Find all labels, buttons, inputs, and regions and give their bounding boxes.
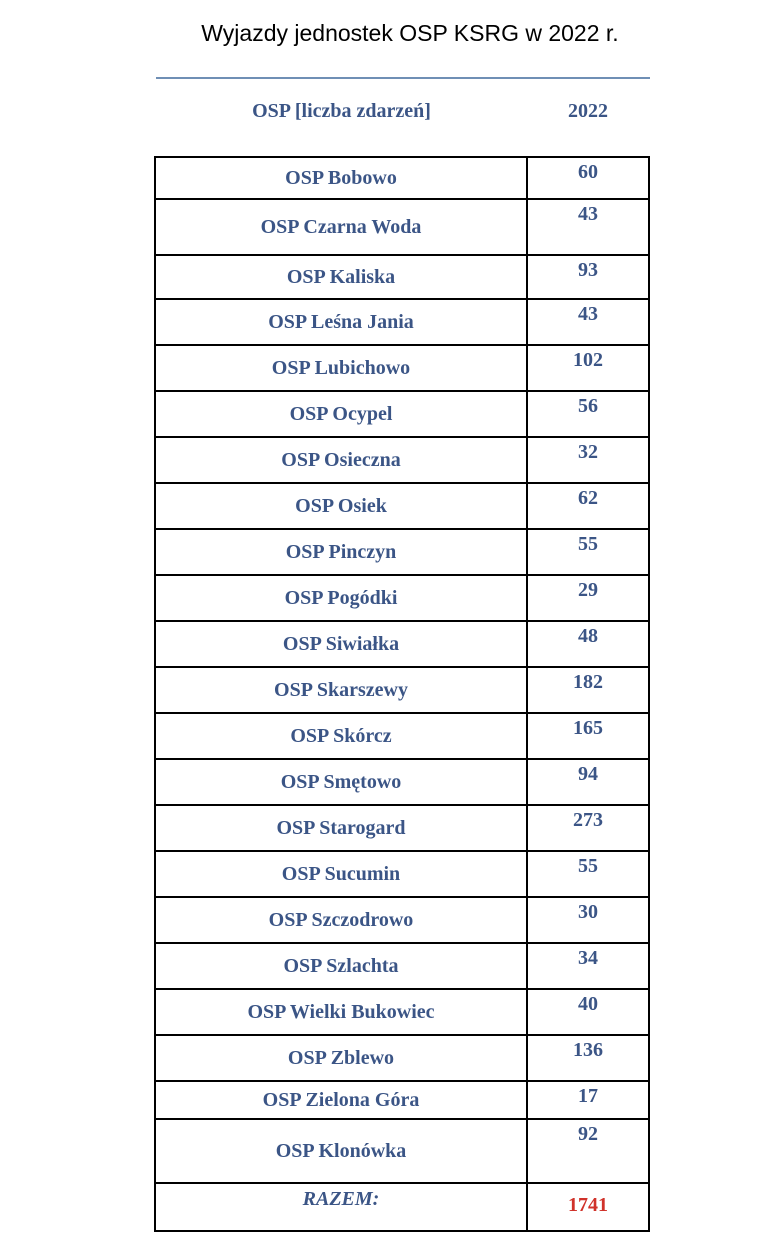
event-count-cell: 43 [527,299,649,345]
event-count-cell: 94 [527,759,649,805]
header-rule [156,77,650,79]
event-count-cell: 93 [527,255,649,299]
event-count-cell: 60 [527,157,649,199]
table-row [155,299,649,345]
event-count-cell: 56 [527,391,649,437]
table-row [155,575,649,621]
unit-name-cell: OSP Osiek [155,483,527,529]
event-count-cell: 55 [527,851,649,897]
table-row [155,1035,649,1081]
event-count-cell: 102 [527,345,649,391]
table-row [155,989,649,1035]
event-count-cell: 30 [527,897,649,943]
unit-name-cell: OSP Smętowo [155,759,527,805]
unit-name-cell: OSP Sucumin [155,851,527,897]
table-row [155,199,649,255]
table-row [155,943,649,989]
table-row [155,255,649,299]
table-row [155,805,649,851]
event-count-cell: 32 [527,437,649,483]
event-count-cell: 273 [527,805,649,851]
unit-name-cell: OSP Osieczna [155,437,527,483]
event-count-cell: 55 [527,529,649,575]
unit-name-cell: OSP Szlachta [155,943,527,989]
unit-name-cell: OSP Starogard [155,805,527,851]
events-table [154,156,650,1232]
unit-name-cell: OSP Skórcz [155,713,527,759]
table-row [155,157,649,199]
table-row [155,1081,649,1119]
document-title: Wyjazdy jednostek OSP KSRG w 2022 r. [201,20,619,46]
event-count-cell: 17 [527,1081,649,1119]
unit-name-cell: OSP Zielona Góra [155,1081,527,1119]
event-count-cell: 34 [527,943,649,989]
table-row [155,345,649,391]
column-header-year: 2022 [568,100,608,122]
unit-name-cell: OSP Lubichowo [155,345,527,391]
table-row [155,391,649,437]
event-count-cell: 40 [527,989,649,1035]
unit-name-cell: OSP Skarszewy [155,667,527,713]
unit-name-cell: OSP Bobowo [155,157,527,199]
column-header-name: OSP [liczba zdarzeń] [252,100,431,122]
table-row [155,1119,649,1183]
table-row [155,483,649,529]
total-value-cell: 1741 [527,1183,649,1231]
table-row [155,529,649,575]
event-count-cell: 48 [527,621,649,667]
unit-name-cell: OSP Pogódki [155,575,527,621]
unit-name-cell: OSP Zblewo [155,1035,527,1081]
unit-name-cell: OSP Kaliska [155,255,527,299]
unit-name-cell: OSP Siwiałka [155,621,527,667]
table-row [155,851,649,897]
unit-name-cell: OSP Leśna Jania [155,299,527,345]
table-row [155,437,649,483]
total-label-cell: RAZEM: [155,1183,527,1231]
unit-name-cell: OSP Ocypel [155,391,527,437]
event-count-cell: 62 [527,483,649,529]
event-count-cell: 165 [527,713,649,759]
total-row [155,1183,649,1231]
event-count-cell: 29 [527,575,649,621]
unit-name-cell: OSP Klonówka [155,1119,527,1183]
table-row [155,667,649,713]
table-row [155,713,649,759]
event-count-cell: 92 [527,1119,649,1183]
event-count-cell: 43 [527,199,649,255]
table-row [155,897,649,943]
table-row [155,621,649,667]
unit-name-cell: OSP Pinczyn [155,529,527,575]
unit-name-cell: OSP Czarna Woda [155,199,527,255]
event-count-cell: 136 [527,1035,649,1081]
table-row [155,759,649,805]
unit-name-cell: OSP Wielki Bukowiec [155,989,527,1035]
event-count-cell: 182 [527,667,649,713]
unit-name-cell: OSP Szczodrowo [155,897,527,943]
